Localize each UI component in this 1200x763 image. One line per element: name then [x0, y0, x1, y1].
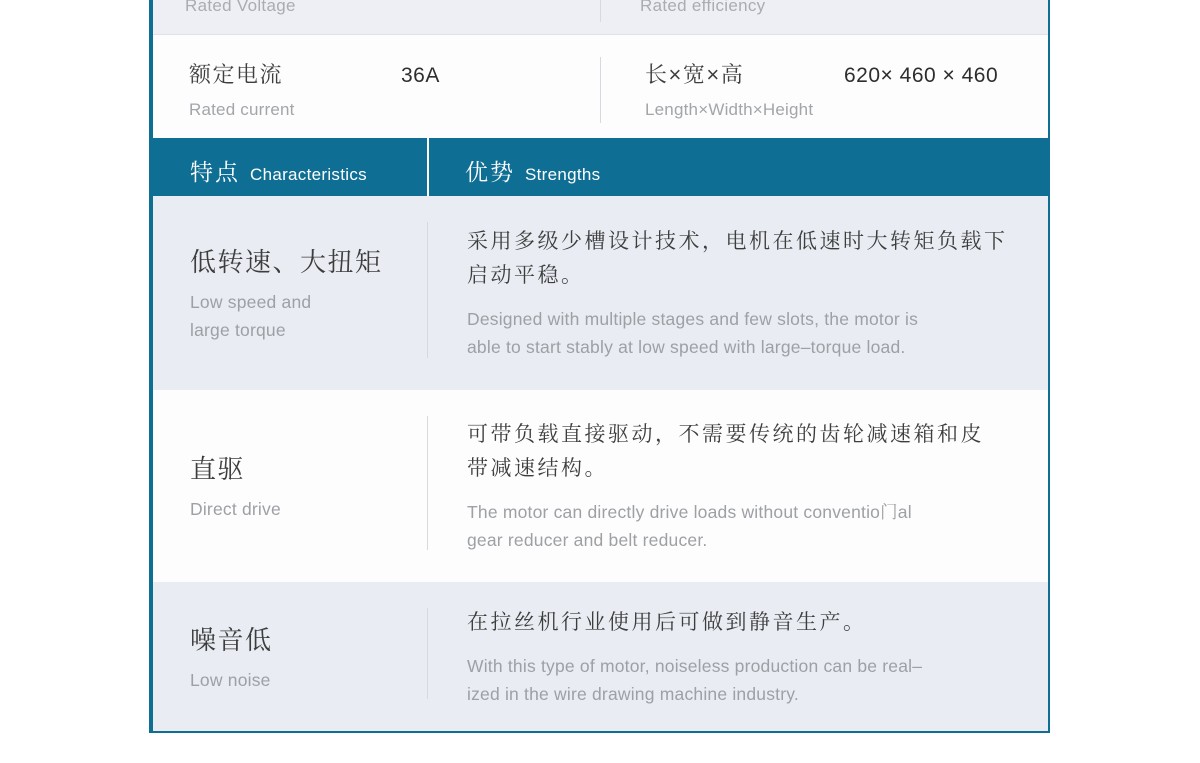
spec-row	[153, 35, 1048, 138]
column-divider	[427, 222, 428, 358]
feature-row-low-speed-large-torque	[153, 196, 1048, 390]
column-divider	[600, 57, 601, 123]
rated-current-label-en: Rated current	[189, 100, 295, 119]
feature-desc-en-line: With this type of motor, noiseless production can be real–	[467, 655, 923, 676]
feature-title-zh: 直驱	[190, 454, 246, 484]
feature-desc-en-line: ized in the wire drawing machine industry.	[467, 683, 799, 704]
rated-current-value: 36A	[401, 64, 440, 87]
feature-desc-zh-line: 带减速结构。	[467, 457, 608, 480]
feature-title-cell	[153, 196, 427, 390]
feature-title-en-line: large torque	[190, 320, 286, 340]
feature-title-en-line: Low speed and	[190, 292, 312, 312]
column-divider	[427, 416, 428, 550]
feature-title-en	[190, 666, 427, 694]
dimensions-label-zh: 长×宽×高	[645, 62, 745, 87]
column-divider	[427, 608, 428, 699]
rated-voltage-label-en: Rated Voltage	[185, 0, 296, 15]
characteristics-header-zh: 特点	[190, 159, 240, 185]
feature-table-header	[153, 138, 1048, 196]
characteristics-header	[153, 138, 427, 196]
feature-row-direct-drive	[153, 390, 1048, 582]
spec-line	[645, 58, 998, 89]
dimensions-value: 620× 460 × 460	[844, 64, 999, 87]
feature-desc-en-line: The motor can directly drive loads without conventio门al	[467, 502, 912, 522]
feature-desc-zh-line: 采用多级少槽设计技术，电机在低速时大转矩负载下	[467, 230, 1008, 253]
dimensions-label-en: Length×Width×Height	[645, 100, 814, 119]
feature-desc-zh-line: 可带负载直接驱动，不需要传统的齿轮减速箱和皮	[467, 423, 984, 446]
feature-desc-cell	[427, 390, 1048, 582]
feature-desc-en	[467, 305, 1032, 361]
feature-desc-zh	[467, 606, 1032, 640]
feature-row-low-noise	[153, 582, 1048, 731]
feature-desc-zh	[467, 418, 1032, 486]
feature-desc-en-line: Designed with multiple stages and few slots, the motor is	[467, 309, 919, 329]
feature-desc-en-line: able to start stably at low speed with large–torque load.	[467, 337, 906, 357]
feature-desc-cell	[427, 196, 1048, 390]
feature-desc-en	[467, 652, 1032, 708]
feature-title-zh: 低转速、大扭矩	[190, 247, 383, 277]
rated-efficiency-label-en: Rated efficiency	[640, 0, 766, 15]
feature-title-cell	[153, 390, 427, 582]
spec-cell-dimensions	[645, 58, 998, 120]
product-spec-table	[149, 0, 1050, 733]
spec-cell-rated-current	[189, 58, 440, 120]
spec-line	[189, 58, 440, 89]
feature-desc-zh-line: 在拉丝机行业使用后可做到静音生产。	[467, 610, 867, 634]
feature-title-en	[190, 495, 427, 523]
strengths-header-en: Strengths	[525, 165, 601, 184]
characteristics-header-en: Characteristics	[250, 165, 367, 184]
rated-current-label-zh: 额定电流	[189, 62, 284, 87]
strengths-header	[429, 138, 1048, 196]
strengths-header-zh: 优势	[465, 159, 515, 185]
feature-desc-zh-line: 启动平稳。	[467, 264, 585, 287]
column-divider	[600, 0, 601, 22]
feature-desc-en-line: gear reducer and belt reducer.	[467, 530, 708, 550]
spec-row-partial	[153, 0, 1048, 35]
feature-desc-en	[467, 498, 1032, 554]
feature-title-en-line: Direct drive	[190, 499, 281, 519]
feature-desc-cell	[427, 582, 1048, 731]
feature-title-en-line: Low noise	[190, 669, 271, 690]
feature-desc-zh	[467, 225, 1032, 293]
feature-title-zh: 噪音低	[190, 624, 273, 655]
feature-title-cell	[153, 582, 427, 731]
feature-title-en	[190, 288, 427, 344]
